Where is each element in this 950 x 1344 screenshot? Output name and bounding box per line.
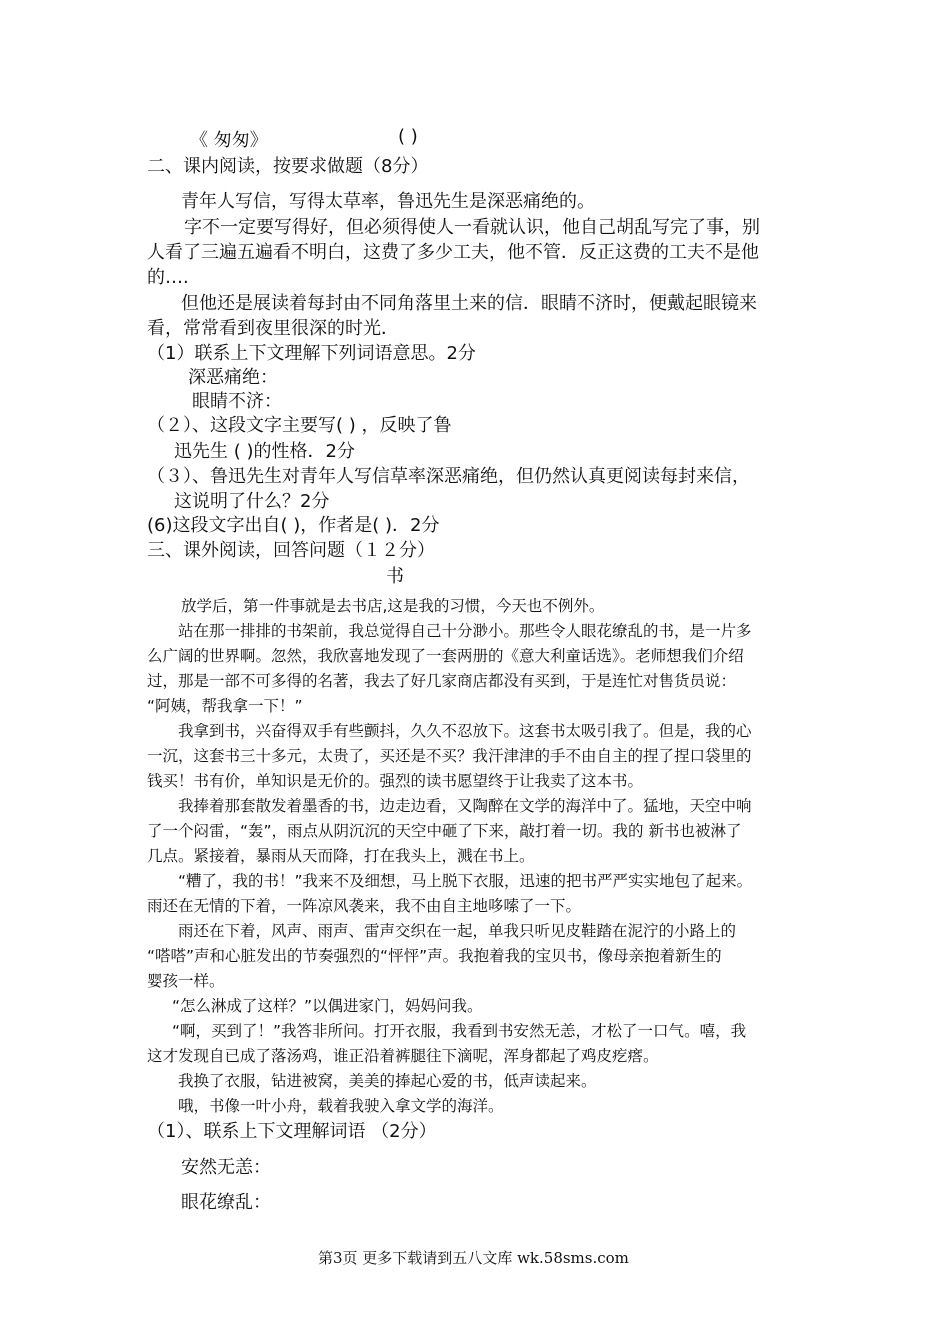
question-3-line2: 这说明了什么？2分 bbox=[174, 491, 330, 512]
page-footer: 第3页 更多下载请到五八文库 wk.58sms.com bbox=[318, 1249, 629, 1267]
story-line: 雨还在无情的下着，一阵凉风袭来，我不由自主地哆嗦了一下。 bbox=[147, 897, 582, 915]
story-line: 我捧着那套散发着墨香的书，边走边看，又陶醉在文学的海洋中了。猛地，天空中响 bbox=[178, 797, 752, 815]
section3-question-1: （1）、联系上下文理解词语 （2分） bbox=[147, 1121, 437, 1142]
passage-line: 人看了三遍五遍看不明白，这费了多少工夫，他不管．反正这费的工夫不是他 bbox=[147, 242, 759, 263]
term-anranwuyang: 安然无恙： bbox=[181, 1157, 271, 1178]
story-line: 几点。紧接着，暴雨从天而降，打在我头上，溅在书上。 bbox=[147, 847, 535, 865]
story-line: 雨还在下着，风声、雨声、雷声交织在一起，单我只听见皮鞋踏在泥泞的小路上的 bbox=[178, 922, 737, 940]
story-line: 我换了衣服，钻进被窝，美美的捧起心爱的书，低声读起来。 bbox=[178, 1072, 597, 1090]
passage-line: 但他还是展读着每封由不同角落里土来的信．眼睛不济时，便戴起眼镜来 bbox=[181, 293, 757, 314]
passage-line: 的…. bbox=[147, 267, 189, 288]
passage-line: 看，常常看到夜里很深的时光． bbox=[147, 318, 399, 339]
section3-heading: 三、课外阅读，回答问题（１２分） bbox=[147, 540, 435, 561]
term-shenwutongjue: 深恶痛绝： bbox=[188, 367, 278, 388]
question-3-line1: （３）、鲁迅先生对青年人写信草率深恶痛绝，但仍然认真更阅读每封来信， bbox=[147, 466, 750, 487]
story-line: 站在那一排排的书架前，我总觉得自己十分渺小。那些令人眼花缭乱的书，是一片多 bbox=[178, 622, 752, 640]
story-line: 钱买！书有价，单知识是无价的。强烈的读书愿望终于让我卖了这本书。 bbox=[147, 772, 644, 790]
passage-line: 字不一定要写得好，但必须得使人一看就认识，他自己胡乱写完了事，别 bbox=[184, 217, 760, 238]
story-line: “糟了，我的书！”我来不及细想，马上脱下衣服，迅速的把书严严实实地包了起来。 bbox=[178, 872, 753, 890]
story-title: 书 bbox=[386, 566, 404, 587]
book-title-congcong: 《 匆匆》 bbox=[190, 130, 268, 151]
question-1: （1）联系上下文理解下列词语意思。2分 bbox=[147, 343, 476, 364]
question-2-line1: （２）、这段文字主要写( ) ，反映了鲁 bbox=[147, 415, 452, 436]
story-line: 放学后，第一件事就是去书店,这是我的习惯，今天也不例外。 bbox=[181, 597, 605, 615]
question-6: (6)这段文字出自( )，作者是( )．2分 bbox=[147, 515, 440, 536]
story-line: “啊，买到了！”我答非所问。打开衣服，我看到书安然无恙，才松了一口气。嘻，我 bbox=[172, 1022, 747, 1040]
term-yanjingbuji: 眼睛不济： bbox=[192, 391, 282, 412]
passage-line: 青年人写信，写得太草率，鲁迅先生是深恶痛绝的。 bbox=[181, 191, 595, 212]
story-line: “怎么淋成了这样？”以偶进家门，妈妈问我。 bbox=[172, 997, 483, 1015]
question-2-line2: 迅先生 ( )的性格．2分 bbox=[174, 441, 355, 462]
story-line: 过，那是一部不可多得的名著，我去了好几家商店都没有买到，于是连忙对售货员说： bbox=[147, 672, 737, 690]
story-line: 这才发现自已成了落汤鸡，谁正沿着裤腿往下滴呢，浑身都起了鸡皮疙瘩。 bbox=[147, 1047, 659, 1065]
story-line: 我拿到书，兴奋得双手有些颤抖，久久不忍放下。这套书太吸引我了。但是，我的心 bbox=[178, 722, 752, 740]
story-line: “阿姨，帮我拿一下！” bbox=[147, 697, 303, 715]
term-yanhualiaoluan: 眼花缭乱： bbox=[181, 1192, 271, 1213]
section2-heading: 二、课内阅读，按要求做题（8分） bbox=[147, 156, 429, 177]
story-line: 哦，书像一叶小舟，载着我驶入拿文学的海洋。 bbox=[178, 1097, 504, 1115]
story-line: 么广阔的世界啊。忽然，我欣喜地发现了一套两册的《意大利童话选》。老师想我们介绍 bbox=[147, 647, 744, 665]
answer-blank: ( ) bbox=[398, 126, 418, 147]
story-line: “嗒嗒”声和心脏发出的节奏强烈的“怦怦”声。我抱着我的宝贝书，像母亲抱着新生的 bbox=[147, 947, 722, 965]
story-line: 一沉，这套书三十多元，太贵了，买还是不买？我汗津津的手不由自主的捏了捏口袋里的 bbox=[147, 747, 752, 765]
story-line: 了一个闷雷，“轰”，雨点从阴沉沉的天空中砸了下来，敲打着一切。我的 新书也被淋了 bbox=[147, 822, 742, 840]
story-line: 婴孩一样。 bbox=[147, 972, 225, 990]
